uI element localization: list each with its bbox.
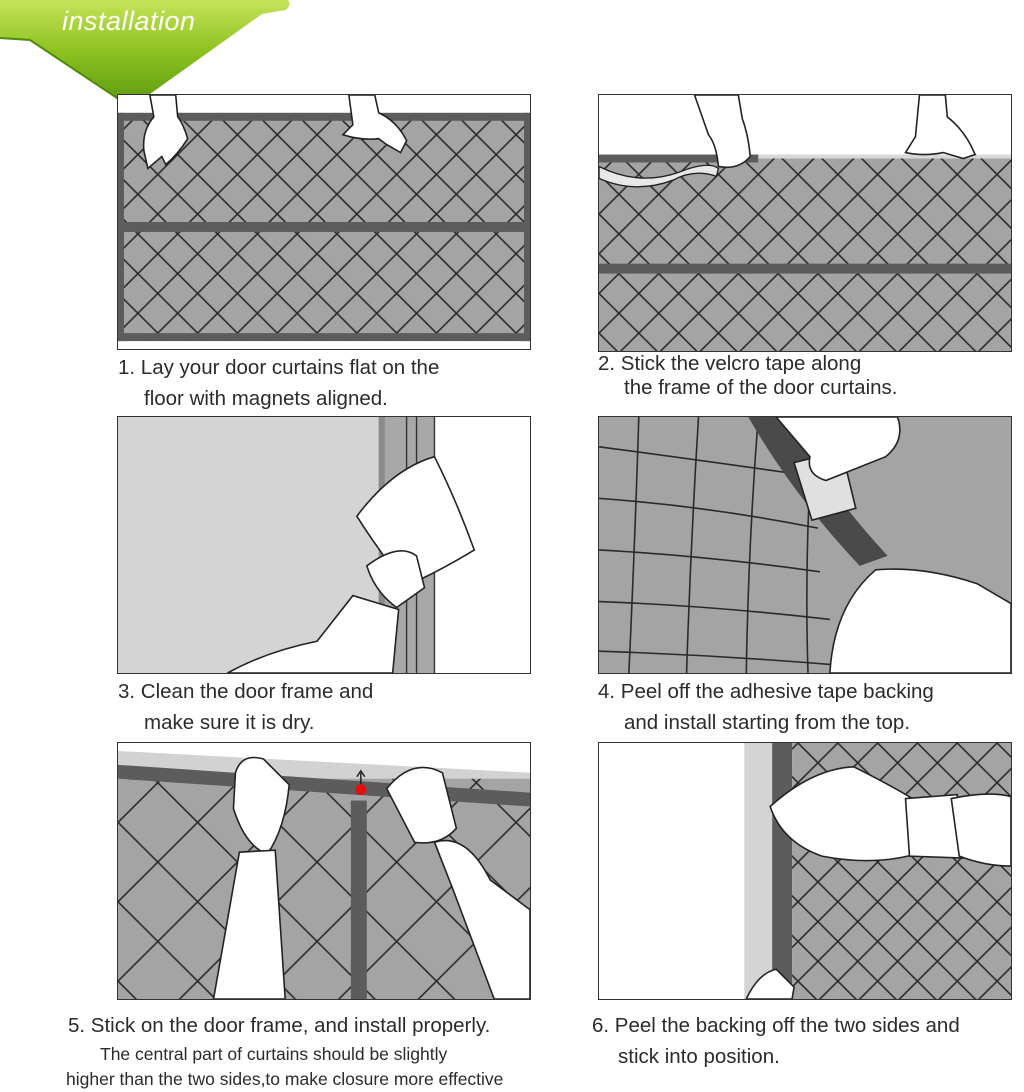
step-4-illustration (598, 416, 1012, 674)
step-3-illustration (117, 416, 531, 674)
step-1-line1: 1. Lay your door curtains flat on the (118, 356, 440, 379)
step-3-line2: make sure it is dry. (144, 711, 315, 734)
step-5-illustration (117, 742, 531, 1000)
step-2-illustration (598, 94, 1012, 352)
step-2-line1: 2. Stick the velcro tape along (598, 352, 862, 375)
step-1-line2: floor with magnets aligned. (144, 387, 388, 410)
step-6-illustration (598, 742, 1012, 1000)
step-2-caption (598, 352, 897, 400)
center-marker-dot (355, 784, 366, 795)
step-6-line1: 6. Peel the backing off the two sides and (592, 1014, 960, 1037)
step-4-caption (598, 676, 934, 738)
step-6-caption (592, 1010, 960, 1072)
step-4-line1: 4. Peel off the adhesive tape backing (598, 680, 934, 703)
step-5-note-line2: higher than the two sides,to make closure more effective (66, 1069, 504, 1089)
step-1-illustration (117, 94, 531, 350)
step-3-line1: 3. Clean the door frame and (118, 680, 374, 703)
step-1-caption (118, 352, 439, 414)
step-3-caption (118, 676, 373, 738)
step-5-caption (68, 1010, 490, 1041)
step-6-line2: stick into position. (618, 1045, 780, 1068)
step-5-line1: 5. Stick on the door frame, and install properly. (68, 1014, 491, 1037)
step-2-line2: the frame of the door curtains. (624, 376, 898, 399)
step-4-line2: and install starting from the top. (624, 711, 911, 734)
banner-title: installation (62, 6, 196, 36)
step-5-note-line1: The central part of curtains should be slightly (100, 1044, 448, 1064)
